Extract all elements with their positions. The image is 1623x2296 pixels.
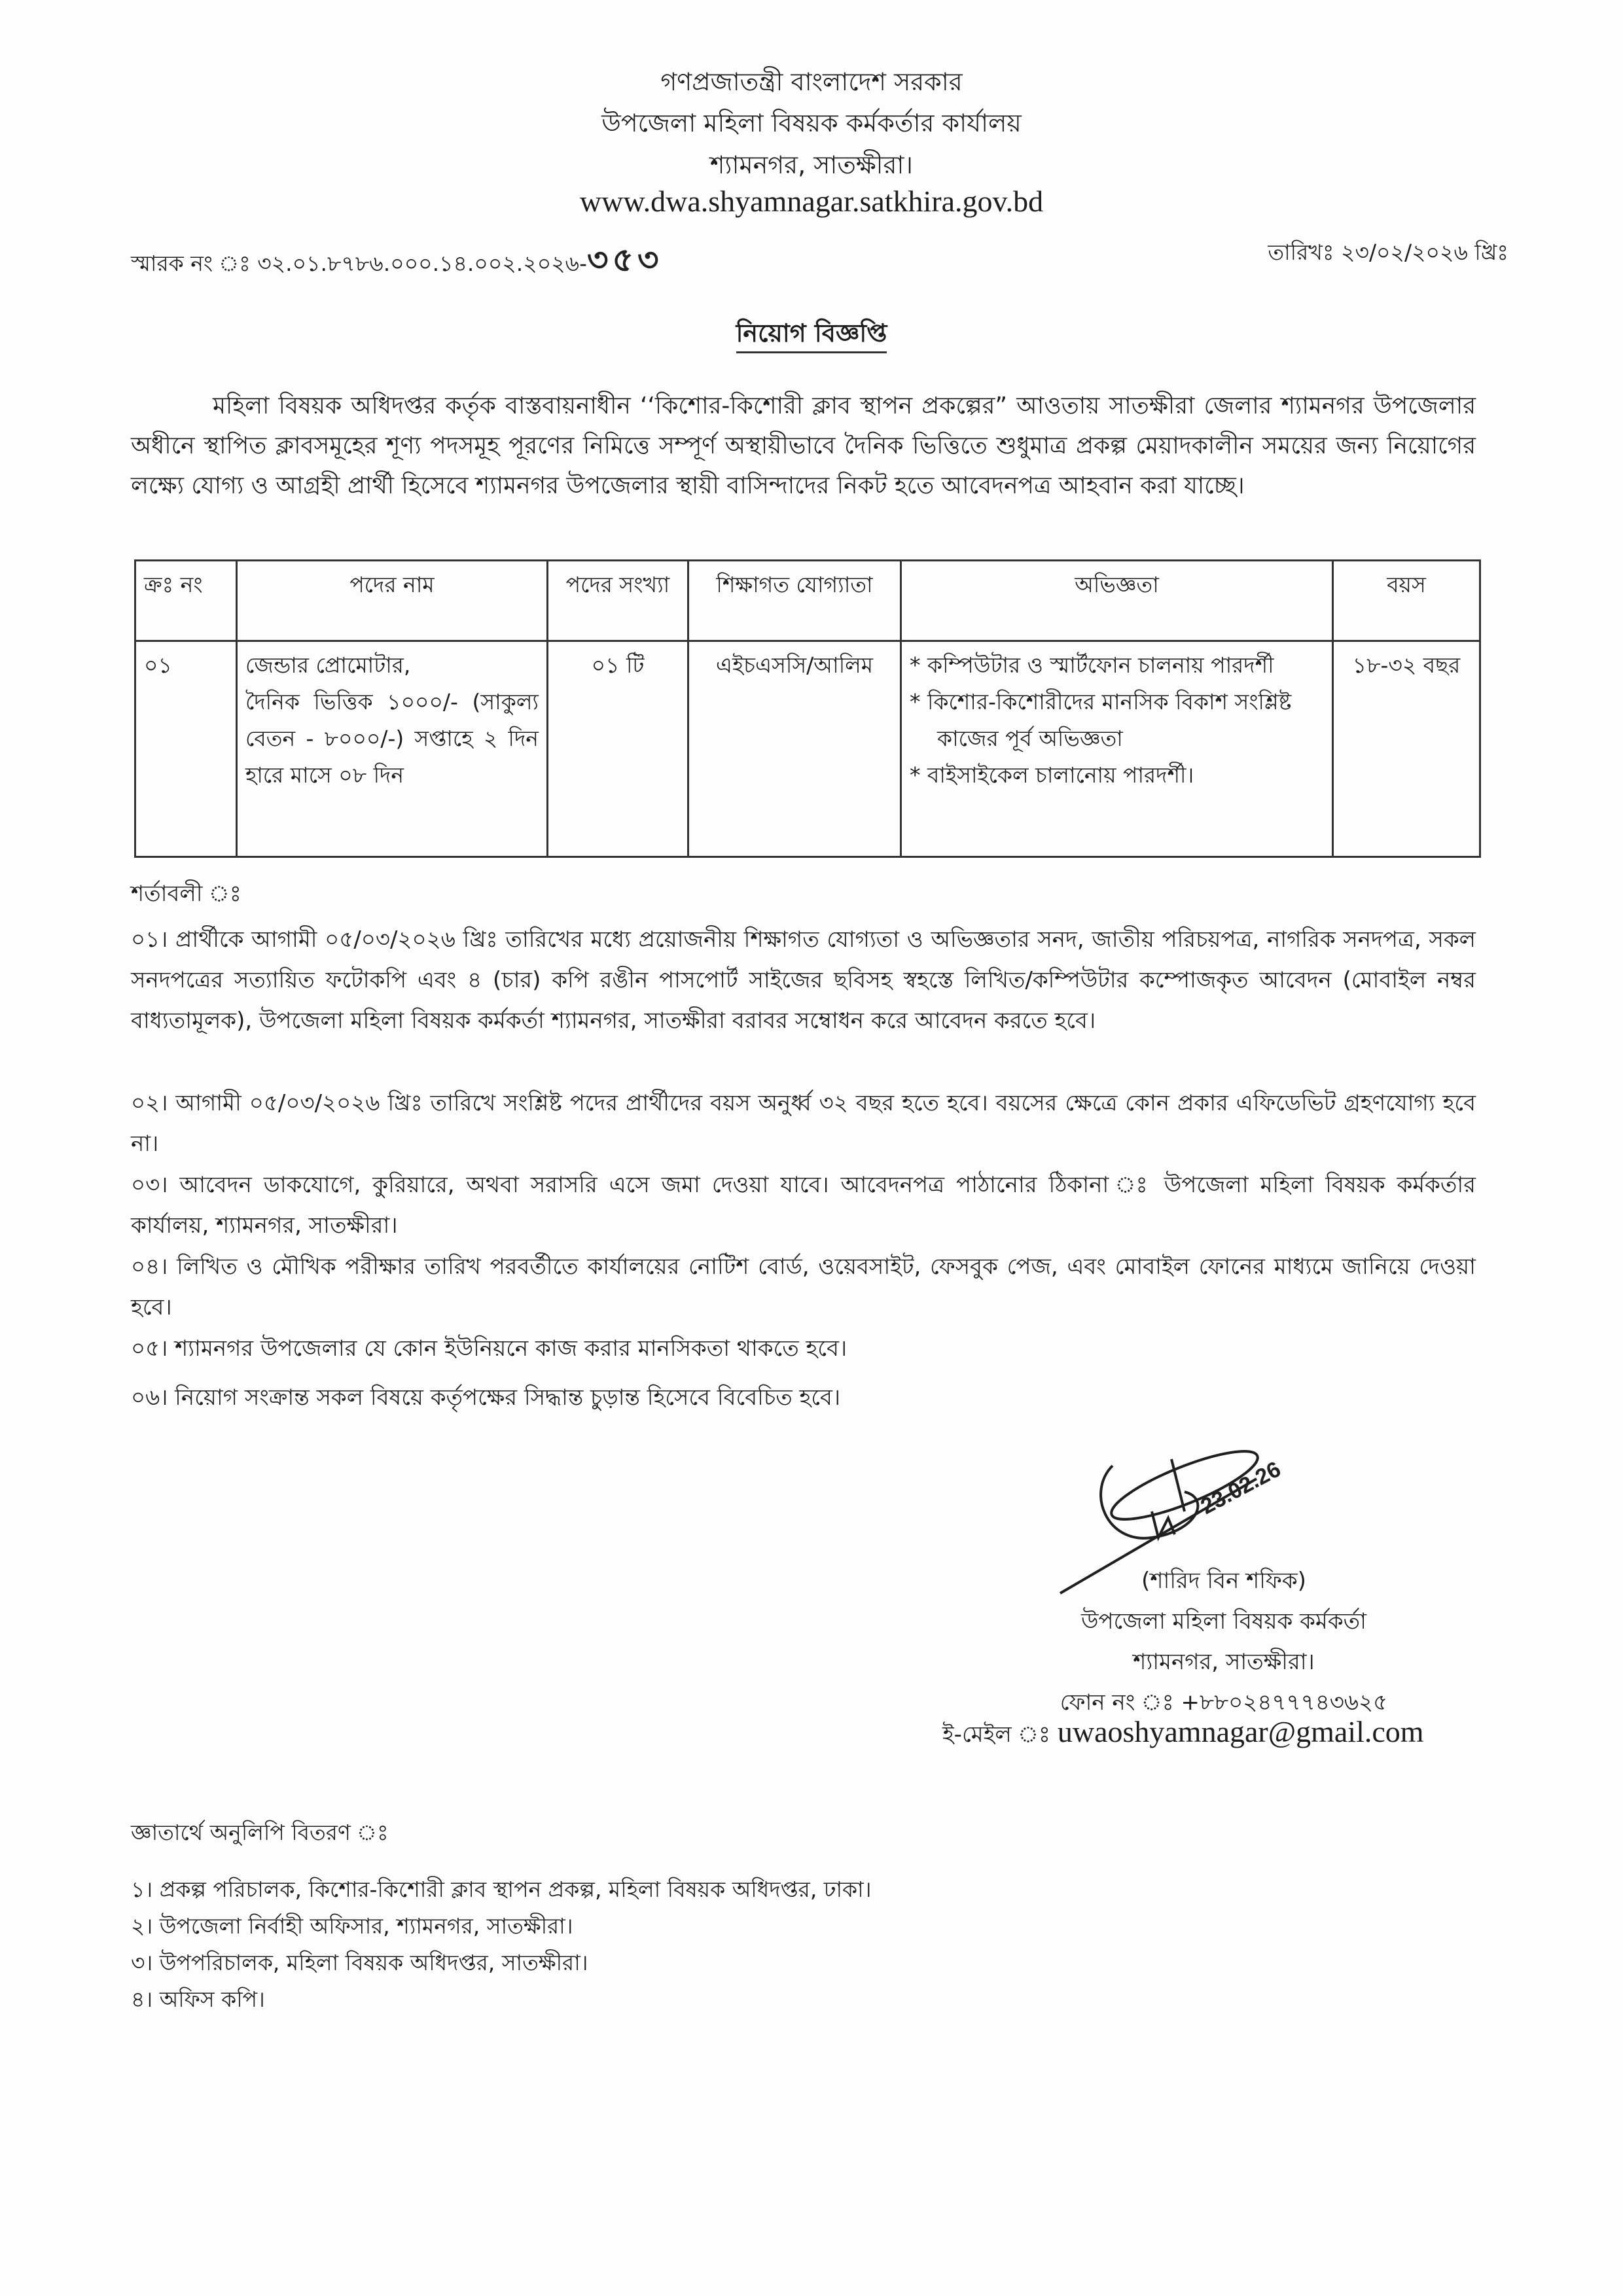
header-education: শিক্ষাগত যোগ্যাতা — [688, 561, 901, 641]
copy-recipient: ৩। উপপরিচালক, মহিলা বিষয়ক অধিদপ্তর, সাতক্ষীরা। — [131, 1950, 588, 1975]
office-name: উপজেলা মহিলা বিষয়ক কর্মকর্তার কার্যালয় — [601, 109, 1022, 137]
cell-experience — [901, 641, 1333, 857]
notice-title-text: নিয়োগ বিজ্ঞপ্তি — [736, 319, 887, 353]
copy-recipient: ২। উপজেলা নির্বাহী অফিসার, শ্যামনগর, সাতক্ষীরা। — [131, 1913, 573, 1939]
date-label: তারিখঃ — [1268, 239, 1334, 265]
condition-item: ০৫। শ্যামনগর উপজেলার যে কোন ইউনিয়নে কাজ করার মানসিকতা থাকতে হবে। — [131, 1335, 847, 1362]
cell-post-name — [237, 641, 548, 857]
condition-item: ০৩। আবেদন ডাকযোগে, কুরিয়ারে, অথবা সরাসরি এসে জমা দেওয়া যাবে। আবেদনপত্র পাঠানোর ঠিকানা ঃ উপজেলা মহিলা বিষয়ক কর্মকর্তার কার্যালয়, শ্যামনগর, সাতক্ষীরা। — [131, 1172, 1476, 1239]
cell-post-count: ০১ টি — [548, 641, 688, 857]
signature-date: 23.02.26 — [1196, 1457, 1285, 1519]
experience-item: * বাইসাইকেল চালানোয় পারদর্শী। — [910, 762, 1194, 788]
experience-item: * কিশোর-কিশোরীদের মানসিক বিকাশ সংশ্লিষ্ট কাজের পূর্ব অভিজ্ঞতা — [910, 689, 1292, 751]
signatory-name: (শারিদ বিন শফিক) — [1141, 1568, 1306, 1594]
cell-age: ১৮-৩২ বছর — [1333, 641, 1480, 857]
header-serial: ক্রঃ নং — [135, 561, 237, 641]
vacancy-table — [134, 559, 1481, 858]
condition-item: ০৪। লিখিত ও মৌখিক পরীক্ষার তারিখ পরবর্তীতে কার্যালয়ের নোটিশ বোর্ড, ওয়েবসাইট, ফেসবুক পেজ, এবং মোবাইল ফোনের মাধ্যমে জানিয়ে দেওয়া হবে। — [131, 1254, 1476, 1320]
condition-item: ০৬। নিয়োগ সংক্রান্ত সকল বিষয়ে কর্তৃপক্ষের সিদ্ধান্ত চুড়ান্ত হিসেবে বিবেচিত হবে। — [131, 1385, 841, 1411]
copies-heading: জ্ঞাতার্থে অনুলিপি বিতরণ ঃ — [131, 1820, 389, 1845]
office-location: শ্যামনগর, সাতক্ষীরা। — [709, 150, 914, 179]
header-post-name: পদের নাম — [237, 561, 548, 641]
post-name-title: জেন্ডার প্রোমোটার, — [245, 652, 411, 678]
cell-education: এইচএসসি/আলিম — [688, 641, 901, 857]
copy-recipient: ১। প্রকল্প পরিচালক, কিশোর-কিশোরী ক্লাব স্থাপন প্রকল্প, মহিলা বিষয়ক অধিদপ্তর, ঢাকা। — [131, 1877, 872, 1902]
signatory-email — [942, 1714, 1424, 1755]
memo-label: স্মারক নং ঃ — [131, 251, 251, 276]
intro-paragraph: মহিলা বিষয়ক অধিদপ্তর কর্তৃক বাস্তবায়নাধীন ‘‘কিশোর-কিশোরী ক্লাব স্থাপন প্রকল্পের” আওতায় সাতক্ষীরা জেলার শ্যামনগর উপজেলার অধীনে স্থাপিত ক্লাবসমূহের শূণ্য পদসমূহ পূরণের নিমিত্তে সম্পূর্ণ অস্থায়ীভাবে দৈনিক ভিত্তিতে শুধুমাত্র প্রকল্প মেয়াদকালীন সময়ের জন্য নিয়োগের লক্ষ্যে যোগ্য ও আগ্রহী প্রার্থী হিসেবে শ্যামনগর উপজেলার স্থায়ী বাসিন্দাদের নিকট হতে আবেদনপত্র আহবান করা যাচ্ছে। — [131, 393, 1476, 499]
header-post-count: পদের সংখ্যা — [548, 561, 688, 641]
experience-item: * কম্পিউটার ও স্মার্টফোন চালনায় পারদর্শী — [910, 652, 1274, 678]
date-value: ২৩/০২/২০২৬ খ্রিঃ — [1341, 239, 1508, 265]
conditions-heading: শর্তাবলী ঃ — [131, 881, 241, 907]
post-name-details: দৈনিক ভিত্তিক ১০০০/- (সাকুল্য বেতন - ৮০০০/-) সপ্তাহে ২ দিন হারে মাসে ০৮ দিন — [245, 689, 539, 788]
header-age: বয়স — [1333, 561, 1480, 641]
phone-number: +৮৮০২৪৭৭৭৪৩৬২৫ — [1181, 1689, 1388, 1716]
government-name: গণপ্রজাতন্ত্রী বাংলাদেশ সরকার — [660, 67, 963, 96]
issue-date — [1268, 236, 1508, 272]
notice-title — [0, 314, 1623, 356]
table-header-row — [135, 561, 1480, 641]
email-address[interactable]: uwaoshyamnagar@gmail.com — [1057, 1715, 1424, 1748]
copy-recipient: ৪। অফিস কপি। — [131, 1987, 265, 2012]
email-label: ই-মেইল ঃ — [942, 1722, 1051, 1748]
table-row — [135, 641, 1480, 857]
memo-value: ৩২.০১.৮৭৮৬.০০০.১৪.০০২.২০২৬- — [257, 251, 588, 276]
signatory-location: শ্যামনগর, সাতক্ষীরা। — [1133, 1649, 1315, 1675]
office-website[interactable]: www.dwa.shyamnagar.satkhira.gov.bd — [579, 185, 1044, 218]
phone-label: ফোন নং ঃ — [1060, 1689, 1174, 1716]
memo-number — [131, 236, 662, 290]
signatory-block — [969, 1561, 1479, 1723]
cell-serial: ০১ — [135, 641, 237, 857]
condition-item: ০২। আগামী ০৫/০৩/২০২৬ খ্রিঃ তারিখে সংশ্লিষ্ট পদের প্রার্থীদের বয়স অনুর্ধ্ব ৩২ বছর হতে হবে। বয়সের ক্ষেত্রে কোন প্রকার এফিডেভিট গ্রহণযোগ্য হবে না। — [131, 1090, 1476, 1157]
memo-handwritten-suffix: ৩৫৩ — [587, 241, 663, 279]
condition-item: ০১। প্রার্থীকে আগামী ০৫/০৩/২০২৬ খ্রিঃ তারিখের মধ্যে প্রয়োজনীয় শিক্ষাগত যোগ্যতা ও অভিজ্ঞতার সনদ, জাতীয় পরিচয়পত্র, নাগরিক সনদপত্র, সকল সনদপত্রের সত্যায়িত ফটোকপি এবং ৪ (চার) কপি রঙীন পাসপোর্ট সাইজের ছবিসহ স্বহস্তে লিখিত/কম্পিউটার কম্পোজকৃত আবেদন (মোবাইল নম্বর বাধ্যতামূলক), উপজেলা মহিলা বিষয়ক কর্মকর্তা শ্যামনগর, সাতক্ষীরা বরাবর সম্বোধন করে আবেদন করতে হবে। — [131, 927, 1476, 1034]
header-experience: অভিজ্ঞতা — [901, 561, 1333, 641]
signatory-designation: উপজেলা মহিলা বিষয়ক কর্মকর্তা — [1081, 1608, 1366, 1634]
